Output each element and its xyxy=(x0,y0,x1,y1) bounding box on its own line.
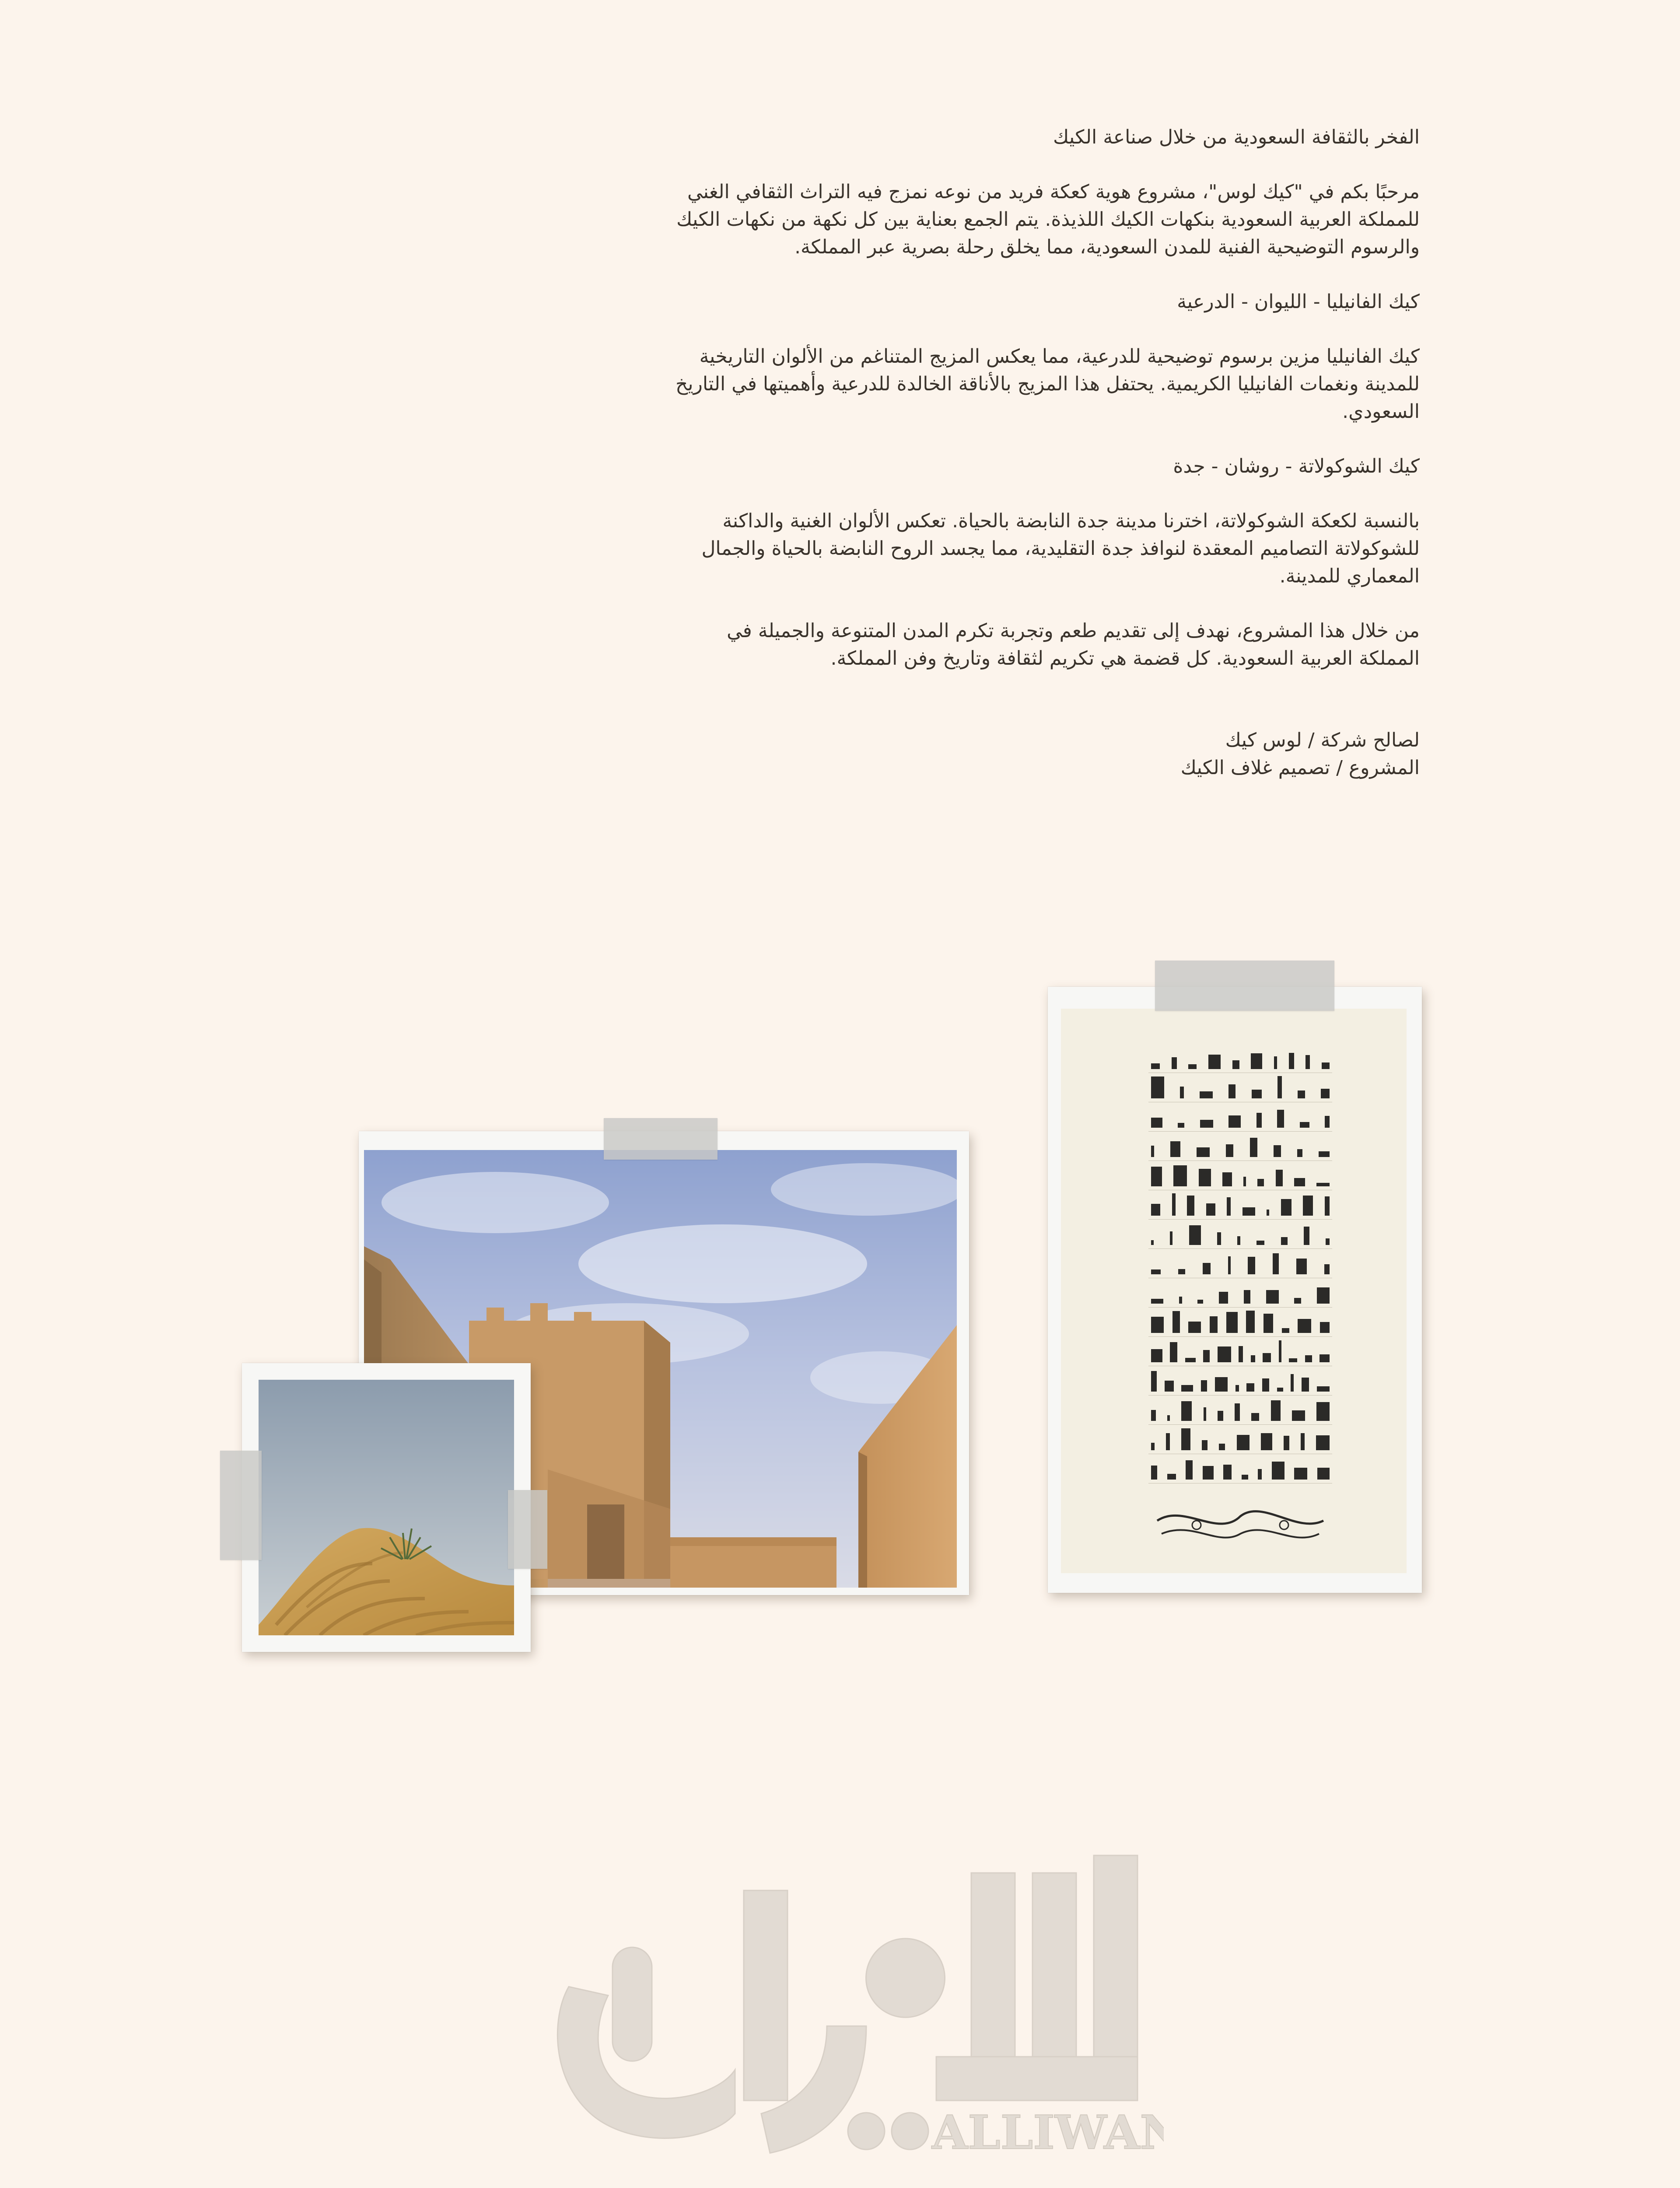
kufic-glyph-icon xyxy=(1173,1165,1187,1186)
logo-latin-text: ALLIWAN xyxy=(932,2105,1164,2157)
script-row xyxy=(1148,1044,1332,1073)
kufic-glyph-icon xyxy=(1297,1149,1302,1157)
kufic-glyph-icon xyxy=(1320,1354,1330,1362)
script-row xyxy=(1148,1308,1332,1337)
kufic-glyph-icon xyxy=(1244,1290,1250,1304)
kufic-glyph-icon xyxy=(1219,1292,1228,1304)
kufic-glyph-icon xyxy=(1200,1120,1213,1128)
script-row xyxy=(1148,1454,1332,1483)
kufic-glyph-icon xyxy=(1324,1264,1330,1274)
kufic-glyph-icon xyxy=(1151,1443,1155,1450)
sand-dune-photo xyxy=(259,1380,514,1635)
kufic-glyph-icon xyxy=(1252,1090,1262,1098)
script-row xyxy=(1148,1190,1332,1220)
kufic-glyph-icon xyxy=(1256,1113,1262,1128)
kufic-glyph-icon xyxy=(1250,1138,1257,1157)
kufic-glyph-icon xyxy=(1248,1257,1255,1274)
script-row xyxy=(1148,1102,1332,1132)
kufic-glyph-icon xyxy=(1151,1167,1162,1186)
desert-photo-frame xyxy=(242,1363,531,1652)
kufic-glyph-icon xyxy=(1203,1350,1210,1362)
kufic-glyph-icon xyxy=(1298,1319,1311,1333)
kufic-glyph-icon xyxy=(1271,1400,1281,1421)
kufic-glyph-icon xyxy=(1325,1116,1330,1128)
chocolate-title: كيك الشوكولاتة - روشان - جدة xyxy=(1173,455,1420,477)
vanilla-paragraph: كيك الفانيليا مزين برسوم توضيحية للدرعية، مما يعكس المزيج المتناغم من الألوان التاريخية للمدينة ونغمات الفانيليا الكريمية. يحتفل هذا المزيج بالأناقة الخالدة للدرعية وأهميتها في التاريخ السعودي. xyxy=(675,345,1420,423)
kufic-glyph-icon xyxy=(1197,1147,1210,1157)
kufic-glyph-icon xyxy=(1151,1349,1162,1362)
kufic-glyph-icon xyxy=(1292,1410,1305,1421)
kufic-glyph-icon xyxy=(1203,1263,1211,1274)
vanilla-title: كيك الفانيليا - الليوان - الدرعية xyxy=(1177,291,1420,313)
kufic-glyph-icon xyxy=(1226,1312,1238,1333)
kufic-glyph-icon xyxy=(1217,1232,1221,1245)
kufic-glyph-icon xyxy=(1222,1172,1232,1186)
kufic-glyph-icon xyxy=(1172,1193,1176,1216)
kufic-glyph-icon xyxy=(1181,1385,1193,1392)
script-row xyxy=(1148,1161,1332,1190)
kufic-glyph-icon xyxy=(1273,1253,1279,1274)
kufic-glyph-icon xyxy=(1322,1062,1330,1069)
kufic-glyph-icon xyxy=(1277,1110,1284,1128)
kufic-glyph-icon xyxy=(1317,1386,1330,1392)
kufic-glyph-icon xyxy=(1251,1355,1255,1362)
kufic-glyph-icon xyxy=(1186,1460,1193,1480)
kufic-glyph-icon xyxy=(1266,1290,1279,1304)
script-row xyxy=(1148,1249,1332,1278)
kufic-glyph-icon xyxy=(1267,1210,1269,1216)
kufic-glyph-icon xyxy=(1151,1317,1164,1333)
kufic-glyph-icon xyxy=(1188,1064,1197,1069)
kufic-glyph-icon xyxy=(1204,1407,1206,1421)
kufic-glyph-icon xyxy=(1320,1322,1330,1333)
alliwan-logo xyxy=(525,1851,1164,2157)
kufic-glyph-icon xyxy=(1237,1435,1250,1450)
kufic-glyph-icon xyxy=(1151,1076,1164,1098)
kufic-glyph-icon xyxy=(1282,1328,1289,1333)
kufic-glyph-icon xyxy=(1167,1415,1170,1421)
kufic-glyph-icon xyxy=(1151,1269,1161,1274)
script-row xyxy=(1148,1073,1332,1102)
kufic-glyph-icon xyxy=(1305,1355,1312,1362)
kufic-glyph-icon xyxy=(1263,1353,1271,1362)
kufic-glyph-icon xyxy=(1181,1401,1192,1421)
kufic-glyph-icon xyxy=(1235,1403,1240,1421)
kufic-manuscript-photo xyxy=(1061,1009,1407,1573)
kufic-glyph-icon xyxy=(1284,1436,1289,1450)
kufic-glyph-icon xyxy=(1321,1089,1330,1098)
kufic-glyph-icon xyxy=(1181,1428,1190,1450)
kufic-glyph-icon xyxy=(1178,1123,1184,1128)
kufic-glyph-icon xyxy=(1219,1444,1225,1450)
kufic-glyph-icon xyxy=(1246,1311,1255,1333)
kufic-glyph-icon xyxy=(1151,1146,1154,1157)
tape-strip xyxy=(604,1118,718,1160)
kufic-glyph-icon xyxy=(1251,1413,1259,1421)
kufic-glyph-icon xyxy=(1302,1378,1309,1392)
kufic-glyph-icon xyxy=(1179,1297,1182,1304)
kufic-glyph-icon xyxy=(1151,1371,1157,1392)
kufic-glyph-icon xyxy=(1185,1358,1196,1362)
kufic-script-rows xyxy=(1148,1044,1332,1483)
kufic-glyph-icon xyxy=(1151,1299,1163,1304)
tape-strip xyxy=(1155,961,1334,1011)
kufic-glyph-icon xyxy=(1325,1196,1330,1216)
kufic-glyph-icon xyxy=(1303,1196,1313,1216)
intro-text-block xyxy=(674,123,1420,782)
kufic-glyph-icon xyxy=(1228,1084,1236,1098)
kufic-glyph-icon xyxy=(1251,1053,1262,1069)
kufic-glyph-icon xyxy=(1236,1385,1239,1392)
kufic-glyph-icon xyxy=(1317,1287,1330,1304)
kufic-glyph-icon xyxy=(1316,1435,1330,1450)
kufic-glyph-icon xyxy=(1228,1115,1241,1128)
kufic-glyph-icon xyxy=(1189,1225,1201,1245)
kufic-glyph-icon xyxy=(1227,1197,1231,1216)
kufic-glyph-icon xyxy=(1237,1236,1240,1245)
kufic-glyph-icon xyxy=(1317,1468,1330,1480)
kufic-glyph-icon xyxy=(1180,1087,1184,1098)
kufic-glyph-icon xyxy=(1215,1377,1228,1392)
kufic-glyph-icon xyxy=(1300,1122,1309,1128)
kufic-glyph-icon xyxy=(1200,1091,1213,1098)
kufic-glyph-icon xyxy=(1304,1227,1309,1245)
kufic-glyph-icon xyxy=(1326,1238,1330,1245)
kufic-glyph-icon xyxy=(1294,1468,1307,1480)
kufic-glyph-icon xyxy=(1172,1311,1180,1333)
kufic-glyph-icon xyxy=(1256,1241,1264,1245)
kufic-glyph-icon xyxy=(1258,1469,1262,1480)
kufic-glyph-icon xyxy=(1264,1314,1273,1333)
script-row xyxy=(1148,1132,1332,1161)
kufic-glyph-icon xyxy=(1199,1169,1211,1186)
kufic-glyph-icon xyxy=(1257,1179,1264,1186)
kufic-glyph-icon xyxy=(1301,1433,1305,1450)
kufic-glyph-icon xyxy=(1228,1256,1231,1274)
kufic-glyph-icon xyxy=(1223,1465,1232,1480)
kufic-glyph-icon xyxy=(1296,1259,1307,1274)
ornament-icon xyxy=(1148,1503,1332,1551)
kufic-glyph-icon xyxy=(1170,1231,1172,1245)
intro-heading: الفخر بالثقافة السعودية من خلال صناعة الكيك xyxy=(1053,126,1420,148)
kufic-glyph-icon xyxy=(1178,1269,1185,1274)
kufic-glyph-icon xyxy=(1151,1410,1156,1421)
kufic-glyph-icon xyxy=(1289,1358,1297,1362)
kufic-glyph-icon xyxy=(1226,1144,1233,1157)
tape-strip-left xyxy=(220,1451,262,1560)
kufic-glyph-icon xyxy=(1261,1433,1272,1450)
kufic-glyph-icon xyxy=(1151,1240,1154,1245)
kufic-glyph-icon xyxy=(1319,1151,1330,1157)
kufic-glyph-icon xyxy=(1151,1204,1160,1216)
kufic-glyph-icon xyxy=(1242,1475,1248,1480)
kufic-glyph-icon xyxy=(1289,1053,1294,1069)
kufic-glyph-icon xyxy=(1232,1060,1239,1069)
kufic-glyph-icon xyxy=(1277,1388,1283,1392)
kufic-glyph-icon xyxy=(1218,1411,1223,1421)
kufic-glyph-icon xyxy=(1316,1183,1330,1186)
kufic-glyph-icon xyxy=(1242,1207,1255,1216)
kufic-glyph-icon xyxy=(1170,1141,1180,1157)
kufic-glyph-icon xyxy=(1274,1056,1277,1069)
kufic-glyph-icon xyxy=(1203,1466,1214,1480)
kufic-glyph-icon xyxy=(1166,1433,1170,1450)
closing-paragraph: من خلال هذا المشروع، نهدف إلى تقديم طعم وتجربة تكرم المدن المتنوعة والجميلة في المملكة العربية السعودية. كل قضمة هي تكريم لثقافة وتاريخ وفن المملكة. xyxy=(727,620,1420,670)
kufic-glyph-icon xyxy=(1167,1474,1176,1480)
kufic-glyph-icon xyxy=(1262,1378,1269,1392)
kufic-glyph-icon xyxy=(1306,1055,1310,1069)
kufic-glyph-icon xyxy=(1197,1300,1203,1304)
kufic-glyph-icon xyxy=(1278,1076,1282,1098)
kufic-glyph-icon xyxy=(1281,1199,1292,1216)
intro-welcome-paragraph: مرحبًا بكم في "كيك لوس"، مشروع هوية كعكة فريد من نوعه نمزج فيه التراث الثقافي الغني للمملكة العربية السعودية بنكهات الكيك اللذيذة. يتم الجمع بعناية بين كل نكهة من نكهات الكيك والرسوم التوضيحية الفنية للمدن السعودية، مما يخلق رحلة بصرية عبر المملكة. xyxy=(676,181,1420,258)
client-line: لصالح شركة / لوس كيك xyxy=(1225,729,1420,751)
kufic-glyph-icon xyxy=(1151,1063,1160,1069)
script-row xyxy=(1148,1278,1332,1308)
kufic-glyph-icon xyxy=(1294,1178,1305,1186)
kufic-glyph-icon xyxy=(1246,1383,1254,1392)
script-row xyxy=(1148,1337,1332,1366)
script-row xyxy=(1148,1220,1332,1249)
script-row xyxy=(1148,1366,1332,1396)
script-row xyxy=(1148,1396,1332,1425)
script-row xyxy=(1148,1425,1332,1454)
project-line: المشروع / تصميم غلاف الكيك xyxy=(1180,757,1420,779)
kufic-glyph-icon xyxy=(1294,1298,1301,1304)
kufic-glyph-icon xyxy=(1210,1316,1218,1333)
kufic-glyph-icon xyxy=(1172,1057,1177,1069)
kufic-glyph-icon xyxy=(1298,1090,1305,1098)
kufic-glyph-icon xyxy=(1206,1203,1215,1216)
kufic-glyph-icon xyxy=(1151,1118,1162,1128)
kufic-glyph-icon xyxy=(1276,1170,1283,1186)
kufic-glyph-icon xyxy=(1281,1237,1288,1245)
kufic-glyph-icon xyxy=(1272,1462,1284,1480)
kufic-glyph-icon xyxy=(1239,1346,1243,1362)
kufic-glyph-icon xyxy=(1170,1342,1177,1362)
kufic-glyph-icon xyxy=(1279,1340,1281,1362)
kufic-glyph-icon xyxy=(1151,1466,1157,1480)
kufic-glyph-icon xyxy=(1165,1381,1174,1392)
kufic-glyph-icon xyxy=(1208,1055,1221,1069)
kufic-glyph-icon xyxy=(1291,1374,1294,1392)
kufic-glyph-icon xyxy=(1243,1177,1246,1186)
kufic-manuscript-frame xyxy=(1048,987,1422,1593)
tape-strip-right xyxy=(508,1490,547,1569)
kufic-glyph-icon xyxy=(1202,1440,1208,1450)
kufic-glyph-icon xyxy=(1201,1380,1207,1392)
kufic-glyph-icon xyxy=(1187,1196,1194,1216)
chocolate-paragraph: بالنسبة لكعكة الشوكولاتة، اخترنا مدينة جدة النابضة بالحياة. تعكس الألوان الغنية والداكنة للشوكولاتة التصاميم المعقدة لنوافذ جدة التقليدية، مما يجسد الروح النابضة بالحياة والجمال المعماري للمدينة. xyxy=(701,510,1420,587)
kufic-glyph-icon xyxy=(1316,1402,1330,1421)
kufic-glyph-icon xyxy=(1274,1145,1281,1157)
kufic-glyph-icon xyxy=(1188,1322,1201,1333)
kufic-glyph-icon xyxy=(1218,1346,1231,1362)
